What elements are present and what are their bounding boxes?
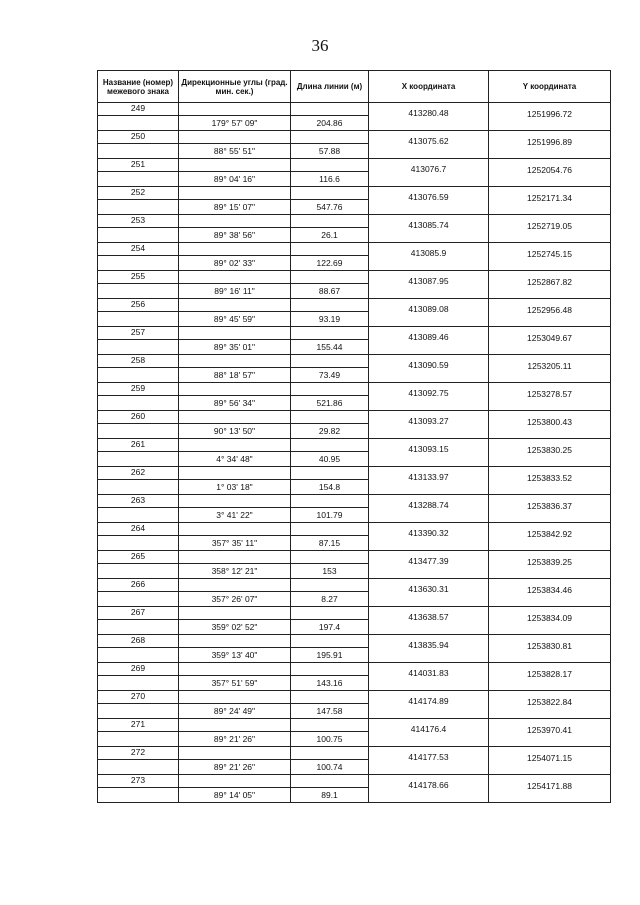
empty-cell	[291, 439, 369, 452]
direction-angle: 89° 35' 01"	[179, 340, 291, 355]
point-name: 262	[98, 467, 179, 480]
direction-angle: 89° 45' 59"	[179, 312, 291, 327]
direction-angle: 89° 56' 34"	[179, 396, 291, 411]
empty-cell	[98, 508, 179, 523]
header-angle: Дирекционные углы (град. мин. сек.)	[179, 71, 291, 103]
empty-cell	[291, 551, 369, 564]
direction-angle: 90° 13' 50"	[179, 424, 291, 439]
point-name: 256	[98, 299, 179, 312]
x-coordinate: 413390.32	[369, 523, 489, 551]
point-name: 255	[98, 271, 179, 284]
empty-cell	[98, 676, 179, 691]
point-row	[98, 159, 611, 172]
point-row	[98, 355, 611, 368]
point-name: 272	[98, 747, 179, 760]
x-coordinate: 414176.4	[369, 719, 489, 747]
direction-angle: 89° 16' 11"	[179, 284, 291, 299]
point-row	[98, 663, 611, 676]
y-coordinate: 1252745.15	[489, 243, 611, 271]
y-coordinate: 1253970.41	[489, 719, 611, 747]
y-coordinate: 1253828.17	[489, 663, 611, 691]
empty-cell	[98, 704, 179, 719]
x-coordinate: 413076.7	[369, 159, 489, 187]
empty-cell	[98, 424, 179, 439]
line-length: 89.1	[291, 788, 369, 803]
empty-cell	[179, 719, 291, 732]
empty-cell	[291, 243, 369, 256]
x-coordinate: 414177.53	[369, 747, 489, 775]
x-coordinate: 414178.66	[369, 775, 489, 803]
y-coordinate: 1251996.72	[489, 103, 611, 131]
line-length: 143.16	[291, 676, 369, 691]
x-coordinate: 414031.83	[369, 663, 489, 691]
point-row	[98, 607, 611, 620]
point-row	[98, 635, 611, 648]
point-name: 268	[98, 635, 179, 648]
empty-cell	[179, 551, 291, 564]
y-coordinate: 1253839.25	[489, 551, 611, 579]
direction-angle: 89° 38' 56"	[179, 228, 291, 243]
point-row	[98, 495, 611, 508]
x-coordinate: 413087.95	[369, 271, 489, 299]
direction-angle: 357° 51' 59"	[179, 676, 291, 691]
y-coordinate: 1253278.57	[489, 383, 611, 411]
x-coordinate: 413093.27	[369, 411, 489, 439]
point-row	[98, 327, 611, 340]
point-row	[98, 411, 611, 424]
point-name: 252	[98, 187, 179, 200]
direction-angle: 89° 24' 49"	[179, 704, 291, 719]
y-coordinate: 1252719.05	[489, 215, 611, 243]
line-length: 88.67	[291, 284, 369, 299]
y-coordinate: 1253834.46	[489, 579, 611, 607]
direction-angle: 359° 13' 40"	[179, 648, 291, 663]
x-coordinate: 413085.74	[369, 215, 489, 243]
point-row	[98, 271, 611, 284]
empty-cell	[291, 607, 369, 620]
direction-angle: 358° 12' 21"	[179, 564, 291, 579]
empty-cell	[291, 299, 369, 312]
point-name: 254	[98, 243, 179, 256]
point-row	[98, 523, 611, 536]
coordinates-table	[97, 70, 611, 803]
x-coordinate: 413075.62	[369, 131, 489, 159]
header-length: Длина линии (м)	[291, 71, 369, 103]
direction-angle: 89° 15' 07"	[179, 200, 291, 215]
line-length: 87.15	[291, 536, 369, 551]
direction-angle: 89° 14' 05"	[179, 788, 291, 803]
empty-cell	[179, 215, 291, 228]
empty-cell	[291, 103, 369, 116]
x-coordinate: 413835.94	[369, 635, 489, 663]
empty-cell	[98, 788, 179, 803]
x-coordinate: 413133.97	[369, 467, 489, 495]
line-length: 8.27	[291, 592, 369, 607]
point-name: 264	[98, 523, 179, 536]
line-length: 197.4	[291, 620, 369, 635]
empty-cell	[98, 284, 179, 299]
direction-angle: 89° 21' 26"	[179, 732, 291, 747]
line-length: 26.1	[291, 228, 369, 243]
empty-cell	[179, 747, 291, 760]
empty-cell	[98, 620, 179, 635]
x-coordinate: 413630.31	[369, 579, 489, 607]
point-name: 249	[98, 103, 179, 116]
y-coordinate: 1253833.52	[489, 467, 611, 495]
empty-cell	[179, 439, 291, 452]
empty-cell	[98, 536, 179, 551]
y-coordinate: 1253049.67	[489, 327, 611, 355]
point-name: 270	[98, 691, 179, 704]
empty-cell	[179, 411, 291, 424]
point-row	[98, 243, 611, 256]
direction-angle: 359° 02' 52"	[179, 620, 291, 635]
point-row	[98, 579, 611, 592]
line-length: 521.86	[291, 396, 369, 411]
empty-cell	[98, 760, 179, 775]
point-name: 251	[98, 159, 179, 172]
empty-cell	[179, 523, 291, 536]
x-coordinate: 413477.39	[369, 551, 489, 579]
y-coordinate: 1252054.76	[489, 159, 611, 187]
empty-cell	[179, 131, 291, 144]
point-row	[98, 131, 611, 144]
empty-cell	[98, 732, 179, 747]
empty-cell	[179, 159, 291, 172]
point-name: 259	[98, 383, 179, 396]
empty-cell	[291, 663, 369, 676]
empty-cell	[291, 215, 369, 228]
direction-angle: 4° 34' 48"	[179, 452, 291, 467]
empty-cell	[179, 495, 291, 508]
y-coordinate: 1253800.43	[489, 411, 611, 439]
empty-cell	[291, 355, 369, 368]
empty-cell	[179, 607, 291, 620]
y-coordinate: 1252956.48	[489, 299, 611, 327]
empty-cell	[291, 327, 369, 340]
empty-cell	[98, 312, 179, 327]
empty-cell	[98, 564, 179, 579]
x-coordinate: 414174.89	[369, 691, 489, 719]
empty-cell	[179, 271, 291, 284]
point-name: 267	[98, 607, 179, 620]
empty-cell	[179, 327, 291, 340]
empty-cell	[291, 271, 369, 284]
empty-cell	[98, 144, 179, 159]
empty-cell	[98, 228, 179, 243]
direction-angle: 1° 03' 18"	[179, 480, 291, 495]
empty-cell	[291, 635, 369, 648]
empty-cell	[179, 775, 291, 788]
line-length: 154.8	[291, 480, 369, 495]
y-coordinate: 1253830.25	[489, 439, 611, 467]
direction-angle: 357° 35' 11"	[179, 536, 291, 551]
empty-cell	[98, 340, 179, 355]
empty-cell	[291, 159, 369, 172]
point-name: 260	[98, 411, 179, 424]
header-name: Название (номер) межевого знака	[98, 71, 179, 103]
y-coordinate: 1252867.82	[489, 271, 611, 299]
empty-cell	[291, 523, 369, 536]
line-length: 40.95	[291, 452, 369, 467]
point-row	[98, 467, 611, 480]
x-coordinate: 413638.57	[369, 607, 489, 635]
empty-cell	[179, 243, 291, 256]
point-name: 257	[98, 327, 179, 340]
x-coordinate: 413280.48	[369, 103, 489, 131]
line-length: 116.6	[291, 172, 369, 187]
y-coordinate: 1253834.09	[489, 607, 611, 635]
empty-cell	[98, 452, 179, 467]
empty-cell	[98, 480, 179, 495]
empty-cell	[291, 775, 369, 788]
line-length: 100.75	[291, 732, 369, 747]
empty-cell	[98, 200, 179, 215]
empty-cell	[291, 691, 369, 704]
point-name: 263	[98, 495, 179, 508]
empty-cell	[98, 592, 179, 607]
x-coordinate: 413076.59	[369, 187, 489, 215]
empty-cell	[179, 383, 291, 396]
empty-cell	[291, 187, 369, 200]
line-length: 153	[291, 564, 369, 579]
empty-cell	[179, 579, 291, 592]
y-coordinate: 1252171.34	[489, 187, 611, 215]
empty-cell	[291, 467, 369, 480]
empty-cell	[179, 355, 291, 368]
x-coordinate: 413092.75	[369, 383, 489, 411]
point-name: 258	[98, 355, 179, 368]
line-length: 155.44	[291, 340, 369, 355]
y-coordinate: 1253836.37	[489, 495, 611, 523]
empty-cell	[179, 187, 291, 200]
point-row	[98, 215, 611, 228]
y-coordinate: 1253822.84	[489, 691, 611, 719]
x-coordinate: 413093.15	[369, 439, 489, 467]
x-coordinate: 413085.9	[369, 243, 489, 271]
point-name: 250	[98, 131, 179, 144]
line-length: 204.86	[291, 116, 369, 131]
empty-cell	[98, 256, 179, 271]
point-row	[98, 551, 611, 564]
x-coordinate: 413090.59	[369, 355, 489, 383]
empty-cell	[291, 719, 369, 732]
line-length: 147.58	[291, 704, 369, 719]
line-length: 29.82	[291, 424, 369, 439]
point-row	[98, 747, 611, 760]
point-name: 273	[98, 775, 179, 788]
y-coordinate: 1253205.11	[489, 355, 611, 383]
empty-cell	[179, 467, 291, 480]
y-coordinate: 1254071.15	[489, 747, 611, 775]
direction-angle: 88° 55' 51"	[179, 144, 291, 159]
y-coordinate: 1251996.89	[489, 131, 611, 159]
header-y: Y координата	[489, 71, 611, 103]
point-row	[98, 719, 611, 732]
point-row	[98, 775, 611, 788]
point-name: 271	[98, 719, 179, 732]
empty-cell	[179, 691, 291, 704]
line-length: 73.49	[291, 368, 369, 383]
point-row	[98, 187, 611, 200]
point-name: 265	[98, 551, 179, 564]
point-row	[98, 691, 611, 704]
point-row	[98, 103, 611, 116]
direction-angle: 89° 02' 33"	[179, 256, 291, 271]
empty-cell	[98, 396, 179, 411]
point-row	[98, 383, 611, 396]
point-name: 261	[98, 439, 179, 452]
point-row	[98, 439, 611, 452]
direction-angle: 3° 41' 22"	[179, 508, 291, 523]
empty-cell	[291, 411, 369, 424]
direction-angle: 89° 21' 26"	[179, 760, 291, 775]
x-coordinate: 413089.08	[369, 299, 489, 327]
x-coordinate: 413288.74	[369, 495, 489, 523]
line-length: 101.79	[291, 508, 369, 523]
empty-cell	[179, 663, 291, 676]
page-number: 36	[311, 36, 329, 55]
direction-angle: 179° 57' 09"	[179, 116, 291, 131]
direction-angle: 88° 18' 57"	[179, 368, 291, 383]
y-coordinate: 1253842.92	[489, 523, 611, 551]
empty-cell	[98, 648, 179, 663]
y-coordinate: 1253830.81	[489, 635, 611, 663]
point-name: 253	[98, 215, 179, 228]
empty-cell	[179, 103, 291, 116]
empty-cell	[179, 635, 291, 648]
header-x: X координата	[369, 71, 489, 103]
x-coordinate: 413089.46	[369, 327, 489, 355]
empty-cell	[291, 131, 369, 144]
line-length: 547.76	[291, 200, 369, 215]
direction-angle: 357° 26' 07"	[179, 592, 291, 607]
empty-cell	[98, 172, 179, 187]
empty-cell	[291, 495, 369, 508]
empty-cell	[98, 368, 179, 383]
point-row	[98, 299, 611, 312]
table-header-row	[98, 71, 611, 103]
line-length: 195.91	[291, 648, 369, 663]
table-body	[98, 103, 611, 803]
point-name: 269	[98, 663, 179, 676]
empty-cell	[179, 299, 291, 312]
line-length: 122.69	[291, 256, 369, 271]
line-length: 100.74	[291, 760, 369, 775]
empty-cell	[291, 383, 369, 396]
direction-angle: 89° 04' 16"	[179, 172, 291, 187]
empty-cell	[291, 747, 369, 760]
empty-cell	[98, 116, 179, 131]
empty-cell	[291, 579, 369, 592]
line-length: 57.88	[291, 144, 369, 159]
y-coordinate: 1254171.88	[489, 775, 611, 803]
point-name: 266	[98, 579, 179, 592]
line-length: 93.19	[291, 312, 369, 327]
